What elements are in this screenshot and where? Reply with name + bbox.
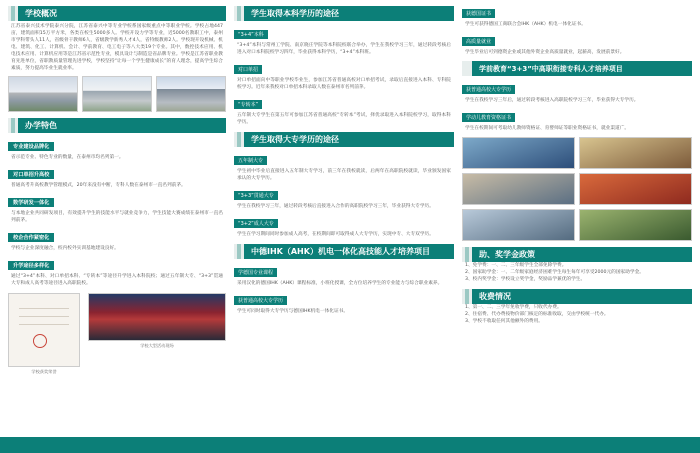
- campus-photos: [8, 76, 226, 112]
- fee-heading: [462, 289, 692, 304]
- doc-rule: [19, 324, 69, 325]
- heading-marker: [462, 61, 475, 76]
- feature-text: 学校与企业深度融合，校内校外实训基地建设良好。: [11, 246, 119, 251]
- preschool-heading: [462, 61, 692, 76]
- feature-tag: 校企合作紧密化: [8, 233, 54, 242]
- feature-item: [8, 133, 226, 161]
- bottom-images: [8, 287, 226, 375]
- program-tag: 学动儿教育资格证书: [462, 113, 515, 122]
- pathway-tag: “3+4”本科: [234, 30, 268, 39]
- program-tag: 获普通高校大专学历: [462, 85, 515, 94]
- fee-item: 1、第一、二、三学年免收学费，只收代办费。: [465, 305, 562, 310]
- doc-caption: 学校获奖荣誉: [31, 369, 57, 374]
- overview-text: 江苏省泰兴技术学院泰兴分院，江苏省泰兴中等专业学校系国家级重点中等职业学校。学校占地447亩，建筑面积15万平方米，各类在校生5000多人。学校开设力学等专业，近5000名教职工中，泰州市学科带头人11人，省级骨干教师6人，省级教学新秀人才4人，省特级教师2人。学校现开设机械、机电、建筑、化工、计算机、会计、学前教育、电工电子等八大类19个专业。其中，数控技术应用、机电技术应用、计算机应用等是江苏省示范性专业，模具设计与制造是省品牌专业。学校是江苏省职业教育先进单位，省职教质量管理先进学校，学校坚持“让每一个学生健康成长”的育人理念，提高学生综合素质，努力提高毕业生就业率。: [11, 24, 223, 71]
- pathway-tag: “3+2”成人大专: [234, 219, 278, 228]
- crowd-figure: [88, 287, 226, 375]
- preschool-title: 学前教育“3+3”中高职衔接专科人才培养项目: [479, 64, 623, 73]
- pathway-text: 学生在学习期间同时参加成人高考，在校期间即可取得成人大专学历，实现中专、大专双学历。: [237, 232, 434, 237]
- pathway-text: 五年制大专学生在第五年可参加江苏省普通高校“专转本”考试，择优录取进入本科院校学习，取得本科学历。: [237, 113, 451, 125]
- college-title: 学生取得大专学历的途径: [251, 135, 339, 144]
- doc-figure: [8, 287, 80, 375]
- overview-title: 学校概况: [25, 9, 57, 18]
- footer-band: [0, 437, 700, 453]
- bachelor-heading: [234, 6, 454, 21]
- doc-rule: [19, 316, 69, 317]
- feature-item: [8, 252, 226, 287]
- pathway-text: 学生可同时取得大专学历与德国IHK机电一体化证书。: [237, 309, 349, 314]
- column-overview: [8, 0, 226, 437]
- red-seal: [33, 334, 47, 348]
- pathway-tag: “专转本”: [234, 100, 262, 109]
- program-text: 学生可获得德国工商联合会IHK（AHK）机电一体化证书。: [465, 22, 586, 27]
- heading-marker: [234, 244, 247, 259]
- heading-marker: [8, 118, 21, 133]
- program-text: 学生在我校学习三年后，通过转段考核进入高职院校学习三年，毕业获得大专学历。: [465, 98, 639, 103]
- heading-marker: [234, 6, 247, 21]
- activity-photo: [462, 209, 575, 241]
- award-item: 1、免学费：一、二、三年级学生全部免除学费。: [465, 263, 567, 268]
- feature-text: 省示范专业、特色专业的数量，在泰州市均名列第一。: [11, 155, 124, 160]
- feature-tag: 数学研发一体化: [8, 198, 54, 207]
- feature-text: 通过“3+4”本科、对口单招本科、“专转本”等途径升学进入本科院校；通过五年制大专、“3+3”贯通大专和成人高考等途径进入高职院校。: [11, 274, 223, 286]
- activity-photo: [579, 173, 692, 205]
- heading-marker: [462, 289, 475, 304]
- award-title: 助、奖学金政策: [479, 250, 535, 259]
- feature-tag: 专业建设品牌化: [8, 142, 54, 151]
- fee-item: 3、学校不收取任何其他额外的费用。: [465, 319, 543, 324]
- pathway-tag: 对口单招: [234, 65, 262, 74]
- features-heading: [8, 118, 226, 133]
- crowd-caption: 学校大型活动现场: [140, 343, 174, 348]
- campus-photo: [8, 76, 78, 112]
- column-programs: [462, 0, 692, 437]
- program-tag: 获德国证书: [462, 9, 495, 18]
- activity-photo: [462, 173, 575, 205]
- pathway-tag: 获普通高校大专学历: [234, 296, 287, 305]
- feature-tag: 对口单招升高校: [8, 170, 54, 179]
- features-title: 办学特色: [25, 121, 57, 130]
- activity-photo: [579, 209, 692, 241]
- program-tag: 高质量就业: [462, 37, 495, 46]
- heading-marker: [8, 6, 21, 21]
- campus-photo: [156, 76, 226, 112]
- column-pathways: [234, 0, 454, 437]
- program-text: 学生在校期间可考取幼儿教师资格证、育婴师证等职业资格证书，就业渠道广。: [465, 126, 630, 131]
- activity-photo-grid: [462, 137, 692, 241]
- award-item: 2、国家助学金：一、二年级家庭经济困难学生每生每年可享受2000元的国家助学金。: [465, 270, 644, 275]
- feature-text: 与本地企业共同研发项目，有效提升学生的技能水平与就业竞争力，学生技能大赛成绩在泰州市一直名列前茅。: [11, 211, 223, 223]
- certificate-image: [8, 293, 80, 367]
- pathway-text: 对口单招面向中等职业学校毕业生，参加江苏省普通高校对口单招考试，录取后直接进入本科、专科院校学习。近年来我校对口单招本科录取人数在泰州市名列前茅。: [237, 78, 451, 90]
- fee-title: 收费情况: [479, 292, 511, 301]
- crowd-photo: [88, 293, 226, 341]
- award-item: 3、校内奖学金：学校设立奖学金，奖励品学兼优的学生。: [465, 277, 586, 282]
- award-heading: [462, 247, 692, 262]
- pathway-tag: “3+3”贯通大专: [234, 191, 278, 200]
- ihk-heading: [234, 244, 454, 259]
- activity-photo: [462, 137, 575, 169]
- pathway-text: 学生初中毕业后直接进入五年制大专学习，前三年在我校就读，后两年在高职院校就读，毕业颁发国家承认的大专学历。: [237, 169, 451, 181]
- feature-tag: 升学途径多样化: [8, 261, 54, 270]
- heading-marker: [234, 132, 247, 147]
- feature-item: [8, 161, 226, 189]
- college-heading: [234, 132, 454, 147]
- bachelor-title: 学生取得本科学历的途径: [251, 9, 339, 18]
- program-text: 学生毕业后可到德资企业或其他外资企业高质量就业，起薪高，发展前景好。: [465, 50, 625, 55]
- feature-text: 普通高考升高校教学管理模式，20年来没有中断，专科人数在泰州市一直名列前茅。: [11, 183, 186, 188]
- activity-photo: [579, 137, 692, 169]
- feature-item: [8, 189, 226, 224]
- pathway-text: “3+4”本科与常州工学院、南京晓庄学院等本科院校联合举办，学生在我校学习三年，通过转段考核后进入对口本科院校学习四年，毕业获得本科学历，“3+4”本科班。: [237, 43, 451, 55]
- campus-photo: [82, 76, 152, 112]
- doc-rule: [19, 308, 69, 309]
- overview-heading: [8, 6, 226, 21]
- pathway-text: 学生在我校学习三年，通过转段考核后直接进入合作的高职院校学习三年，毕业获得大专学历。: [237, 204, 434, 209]
- ihk-title: 中德IHK（AHK）机电一体化高技能人才培养项目: [251, 247, 430, 256]
- pathway-tag: 学德国专业课程: [234, 268, 277, 277]
- heading-marker: [462, 247, 475, 262]
- pathway-text: 采用汉化的德国IHK（AHK）课程标准，小班化授课，全方位培养学生的专业能力与综合职业素养。: [237, 281, 443, 286]
- pathway-tag: 五年制大专: [234, 156, 267, 165]
- fee-item: 2、住宿费、代办费按物价部门核定的标准收取，交由学校统一代办。: [465, 312, 609, 317]
- feature-item: [8, 224, 226, 252]
